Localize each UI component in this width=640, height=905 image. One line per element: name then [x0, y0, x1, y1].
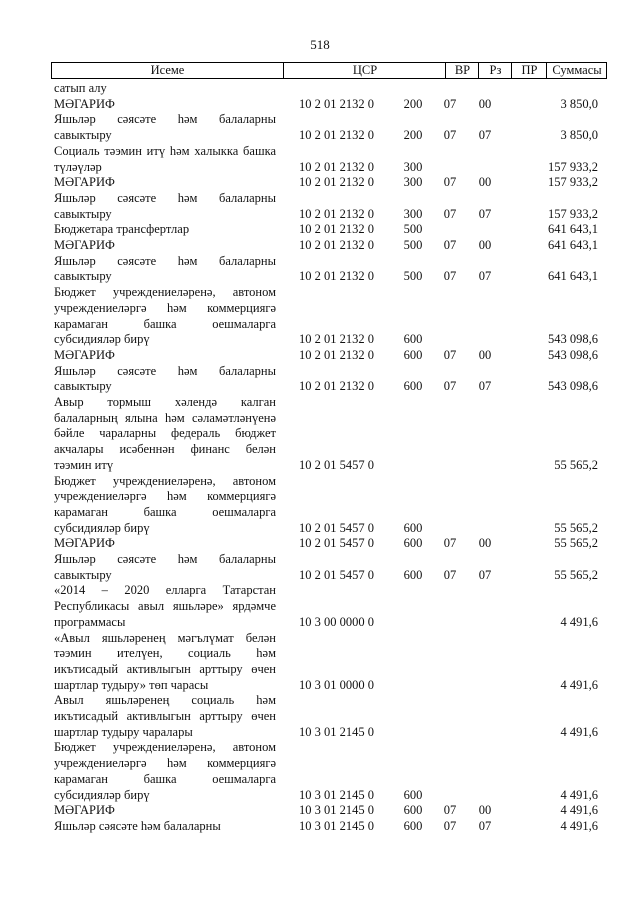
row-sum: 55 565,2 [554, 567, 598, 582]
row-csr: 10 3 01 0000 0 [299, 677, 374, 692]
row-vr: 500 [403, 222, 423, 237]
row-pr: 00 [478, 536, 492, 551]
header-name: Исеме [150, 63, 185, 77]
row-sum: 3 850,0 [560, 128, 598, 143]
row-vr: 600 [403, 803, 423, 818]
header-pr: ПР [511, 63, 547, 78]
row-name-line: субсидияләр бирү [54, 332, 150, 347]
row-vr: 200 [403, 96, 423, 111]
row-name-line: тәэмин ителүен, социаль һәм [54, 646, 276, 661]
row-vr: 500 [403, 238, 423, 252]
row-name-line: савыктыру [54, 379, 112, 394]
row-csr: 10 3 00 0000 0 [299, 614, 374, 629]
row-rz: 07 [443, 818, 457, 833]
row-sum: 157 933,2 [548, 206, 598, 221]
row-vr: 600 [403, 818, 423, 833]
row-vr: 200 [403, 128, 423, 143]
row-pr: 00 [478, 175, 492, 190]
row-vr: 600 [403, 379, 423, 394]
row-rz: 07 [443, 238, 457, 252]
row-sum: 157 933,2 [548, 159, 598, 174]
row-name-line: Яшьләр сәясәте һәм балаларны [54, 190, 276, 205]
row-vr: 600 [403, 520, 423, 535]
row-pr: 07 [478, 269, 492, 284]
row-name-line: Бюджет учреждениеләренә, автоном [54, 285, 276, 300]
row-name-line: акчалары исәбеннән финанс белән [54, 442, 276, 457]
row-rz: 07 [443, 347, 457, 362]
row-csr: 10 2 01 2132 0 [299, 175, 374, 190]
row-name-line: карамаган башка оешмаларга [54, 316, 276, 331]
page-number: 518 [310, 37, 330, 52]
row-sum: 4 491,6 [560, 803, 598, 818]
row-sum: 641 643,1 [548, 269, 598, 284]
header-rz: Рз [478, 63, 512, 78]
row-name-line: Яшьләр сәясәте һәм балаларны [54, 112, 276, 127]
row-name-line: МӘГАРИФ [54, 175, 115, 190]
row-csr: 10 2 01 2132 0 [299, 347, 374, 362]
row-vr: 300 [403, 175, 423, 190]
header-vr: ВР [445, 63, 479, 78]
row-csr: 10 3 01 2145 0 [299, 787, 374, 802]
row-csr: 10 2 01 2132 0 [299, 96, 374, 111]
row-name-line: түләүләр [54, 159, 102, 174]
row-sum: 4 491,6 [560, 677, 598, 692]
row-sum: 55 565,2 [554, 457, 598, 472]
row-sum: 3 850,0 [560, 96, 598, 111]
row-name-line: савыктыру [54, 269, 112, 284]
row-sum: 543 098,6 [548, 347, 598, 362]
row-name-line: МӘГАРИФ [54, 803, 115, 818]
row-name-line: МӘГАРИФ [54, 347, 115, 362]
row-name-line: Республикасы авыл яшьләре» ярдәмче [54, 599, 276, 614]
row-vr: 600 [403, 567, 423, 582]
row-name-line: Социаль тәэмин итү һәм халыкка башка [54, 143, 276, 158]
row-sum: 4 491,6 [560, 818, 598, 833]
row-name-line: учреждениеләргә һәм коммерциягә [54, 756, 276, 771]
row-name-line: бәйле чараларны федераль бюджет [54, 426, 276, 441]
row-csr: 10 2 01 2132 0 [299, 159, 374, 174]
row-name-line: «Авыл яшьләренең мәгълүмат белән [54, 630, 276, 645]
row-vr: 300 [403, 206, 423, 221]
row-name-line: Яшьләр сәясәте һәм балаларны [54, 363, 276, 378]
row-csr: 10 2 01 2132 0 [299, 332, 374, 347]
row-name-line: шартлар тудыру» төп чарасы [54, 677, 209, 692]
row-rz: 07 [443, 206, 457, 221]
row-sum: 4 491,6 [560, 787, 598, 802]
row-pr: 07 [478, 818, 492, 833]
row-csr: 10 3 01 2145 0 [299, 724, 374, 739]
row-sum: 157 933,2 [548, 175, 598, 190]
row-name-line: икътисадый активлыгын арттыру өчен [54, 661, 276, 676]
row-pr: 07 [478, 128, 492, 143]
row-csr: 10 2 01 5457 0 [299, 520, 374, 535]
row-name-line: савыктыру [54, 128, 112, 143]
row-name-line: икътисадый активлыгын арттыру өчен [54, 709, 276, 723]
row-vr: 300 [403, 159, 423, 174]
row-sum: 55 565,2 [554, 536, 598, 551]
row-name-line: карамаган башка оешмаларга [54, 504, 276, 519]
row-name-line: Яшьләр сәясәте һәм балаларны [54, 818, 221, 833]
row-name-line: карамаган башка оешмаларга [54, 771, 276, 786]
row-sum: 4 491,6 [560, 724, 598, 739]
row-csr: 10 3 01 2145 0 [299, 803, 374, 818]
row-name-line: МӘГАРИФ [54, 536, 115, 551]
row-sum: 641 643,1 [548, 238, 598, 252]
row-sum: 55 565,2 [554, 520, 598, 535]
row-name-line: шартлар тудыру чаралары [54, 724, 193, 739]
row-name-line: программасы [54, 614, 126, 629]
row-rz: 07 [443, 128, 457, 143]
row-name-line: МӘГАРИФ [54, 96, 115, 111]
row-pr: 07 [478, 379, 492, 394]
row-csr: 10 2 01 2132 0 [299, 206, 374, 221]
row-rz: 07 [443, 269, 457, 284]
row-name-line: Бюджет учреждениеләренә, автоном [54, 740, 276, 755]
row-sum: 543 098,6 [548, 332, 598, 347]
row-csr: 10 2 01 2132 0 [299, 379, 374, 394]
row-csr: 10 2 01 5457 0 [299, 536, 374, 551]
row-pr: 07 [478, 567, 492, 582]
row-name-line: учреждениеләргә һәм коммерциягә [54, 300, 276, 315]
row-csr: 10 2 01 2132 0 [299, 269, 374, 284]
row-csr: 10 2 01 5457 0 [299, 457, 374, 472]
row-name-line: субсидияләр бирү [54, 787, 150, 802]
row-sum: 543 098,6 [548, 379, 598, 394]
header-sum: Суммасы [546, 63, 607, 78]
row-pr: 07 [478, 206, 492, 221]
row-name-line: субсидияләр бирү [54, 520, 150, 535]
row-sum: 4 491,6 [560, 614, 598, 629]
row-name-line: Яшьләр сәясәте һәм балаларны [54, 552, 276, 566]
row-csr: 10 2 01 2132 0 [299, 222, 374, 237]
row-name-line: Бюджетара трансфертлар [54, 222, 190, 237]
row-rz: 07 [443, 536, 457, 551]
row-name-line: учреждениеләргә һәм коммерциягә [54, 489, 276, 504]
row-name-line: Бюджет учреждениеләренә, автоном [54, 473, 276, 488]
row-pr: 00 [478, 96, 492, 111]
row-rz: 07 [443, 175, 457, 190]
row-rz: 07 [443, 803, 457, 818]
row-vr: 600 [403, 787, 423, 802]
row-name-line: балаларның ялына һәм сәламәтләнүенә [54, 410, 276, 425]
row-name-line: Яшьләр сәясәте һәм балаларны [54, 253, 276, 268]
row-vr: 600 [403, 347, 423, 362]
row-pr: 00 [478, 803, 492, 818]
row-name-line: МӘГАРИФ [54, 238, 115, 252]
row-vr: 600 [403, 536, 423, 551]
row-sum: 641 643,1 [548, 222, 598, 237]
row-name-line: Авыр тормыш хәлендә калган [54, 395, 276, 409]
row-rz: 07 [443, 379, 457, 394]
row-csr: 10 3 01 2145 0 [299, 818, 374, 833]
row-pr: 00 [478, 347, 492, 362]
row-csr: 10 2 01 2132 0 [299, 238, 374, 252]
header-csr: ЦСР [283, 63, 446, 78]
row-csr: 10 2 01 2132 0 [299, 128, 374, 143]
row-name-line: Авыл яшьләренең социаль һәм [54, 693, 276, 708]
row-csr: 10 2 01 5457 0 [299, 567, 374, 582]
row-rz: 07 [443, 96, 457, 111]
row-name-line: «2014 – 2020 елларга Татарстан [54, 583, 276, 598]
row-name-line: савыктыру [54, 206, 112, 221]
table-header [51, 62, 607, 79]
row-name-line: тәэмин итү [54, 457, 114, 472]
row-name-line: савыктыру [54, 567, 112, 582]
row-rz: 07 [443, 567, 457, 582]
row-name-line: сатып алу [54, 81, 107, 95]
row-vr: 500 [403, 269, 423, 284]
row-vr: 600 [403, 332, 423, 347]
row-pr: 00 [478, 238, 492, 252]
